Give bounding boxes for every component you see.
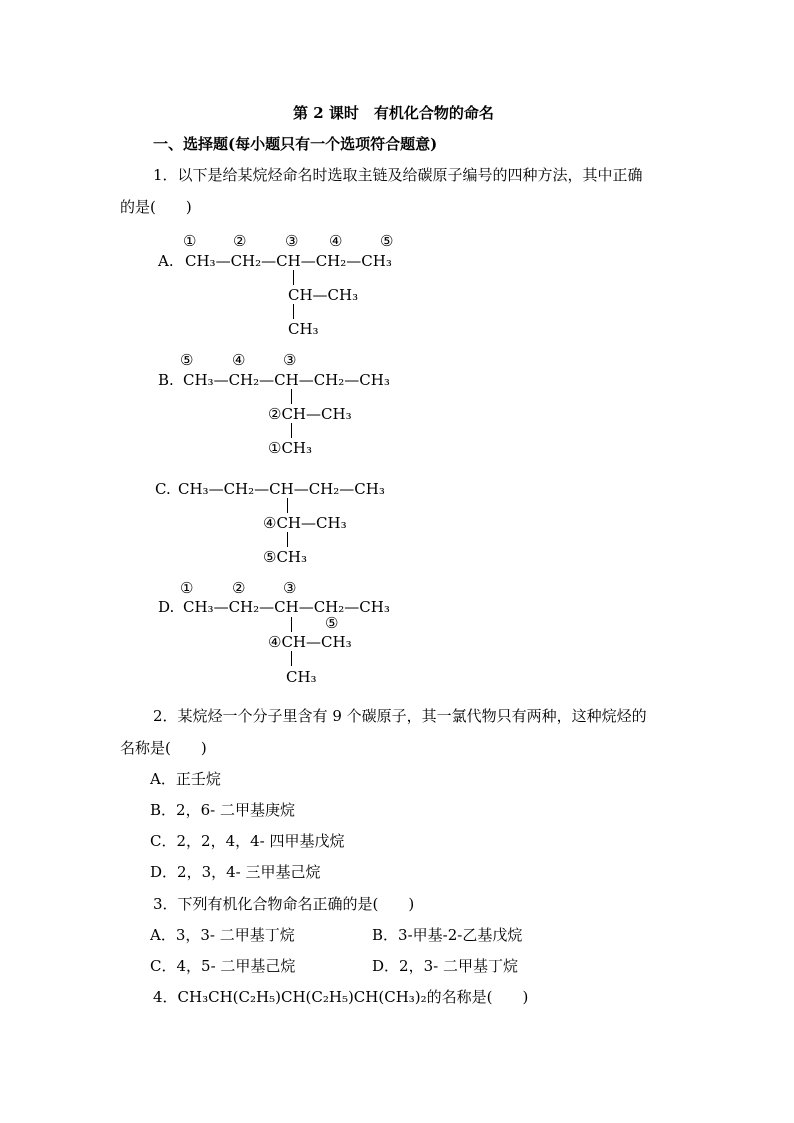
section-heading: 一、选择题(每小题只有一个选项符合题意) xyxy=(153,135,438,153)
q2-stem-line2: 名称是( ) xyxy=(120,739,207,757)
bond-line xyxy=(291,617,292,632)
q3-option-c: C．4，5- 二甲基己烷 xyxy=(150,957,296,975)
branch-formula: ④CH—CH₃ xyxy=(263,514,347,532)
carbon-number: ⑤ xyxy=(180,351,194,369)
main-chain-formula: CH₃—CH₂—CH—CH₂—CH₃ xyxy=(183,371,390,389)
option-label: D. xyxy=(158,598,175,616)
q2-option-d: D．2，3，4- 三甲基己烷 xyxy=(150,863,321,881)
q2-option-a: A．正壬烷 xyxy=(150,770,221,788)
bond-line xyxy=(291,423,292,438)
bond-line xyxy=(287,532,288,547)
bond-line xyxy=(293,304,294,319)
option-label: B. xyxy=(158,371,174,389)
carbon-number: ④ xyxy=(329,232,343,250)
q3-stem: 3．下列有机化合物命名正确的是( ) xyxy=(153,895,415,913)
bond-line xyxy=(291,651,292,666)
main-chain-formula: CH₃—CH₂—CH—CH₂—CH₃ xyxy=(183,598,390,616)
main-chain-formula: CH₃—CH₂—CH—CH₂—CH₃ xyxy=(178,480,385,498)
main-chain-formula: CH₃—CH₂—CH—CH₂—CH₃ xyxy=(185,252,392,270)
page-title: 第 2 课时 有机化合物的命名 xyxy=(293,104,494,122)
branch-formula: CH—CH₃ xyxy=(288,286,359,304)
q2-stem-line1: 2．某烷烃一个分子里含有 9 个碳原子，其一氯代物只有两种，这种烷烃的 xyxy=(153,707,647,725)
bond-line xyxy=(293,270,294,285)
carbon-number: ① xyxy=(183,232,197,250)
carbon-number: ③ xyxy=(285,232,299,250)
branch-formula: ②CH—CH₃ xyxy=(268,405,352,423)
branch-formula: ①CH₃ xyxy=(268,439,313,457)
q3-option-a: A．3，3- 二甲基丁烷 xyxy=(150,926,295,944)
branch-formula: CH₃ xyxy=(288,320,319,338)
q4-stem: 4．CH₃CH(C₂H₅)CH(C₂H₅)CH(CH₃)₂的名称是( ) xyxy=(153,988,529,1006)
bond-line xyxy=(287,498,288,513)
branch-formula: ④CH—CH₃ xyxy=(268,633,352,651)
branch-formula: CH₃ xyxy=(286,668,317,686)
carbon-number: ② xyxy=(233,232,247,250)
q1-stem-line1: 1．以下是给某烷烃命名时选取主链及给碳原子编号的四种方法，其中正确 xyxy=(153,166,643,184)
q2-option-b: B．2，6- 二甲基庚烷 xyxy=(150,801,295,819)
q3-option-d: D．2，3- 二甲基丁烷 xyxy=(372,957,518,975)
carbon-number: ⑤ xyxy=(325,614,339,632)
branch-formula: ⑤CH₃ xyxy=(263,548,308,566)
carbon-number: ③ xyxy=(283,579,297,597)
bond-line xyxy=(291,389,292,404)
q3-option-b: B．3-甲基-2-乙基戊烷 xyxy=(372,926,523,944)
carbon-number: ④ xyxy=(232,351,246,369)
q1-stem-line2: 的是( ) xyxy=(120,198,192,216)
carbon-number: ③ xyxy=(283,351,297,369)
carbon-number: ② xyxy=(232,579,246,597)
option-label: A. xyxy=(158,252,174,270)
carbon-number: ⑤ xyxy=(380,232,394,250)
option-label: C. xyxy=(155,480,171,498)
q2-option-c: C．2，2，4，4- 四甲基戊烷 xyxy=(150,832,345,850)
carbon-number: ① xyxy=(180,579,194,597)
